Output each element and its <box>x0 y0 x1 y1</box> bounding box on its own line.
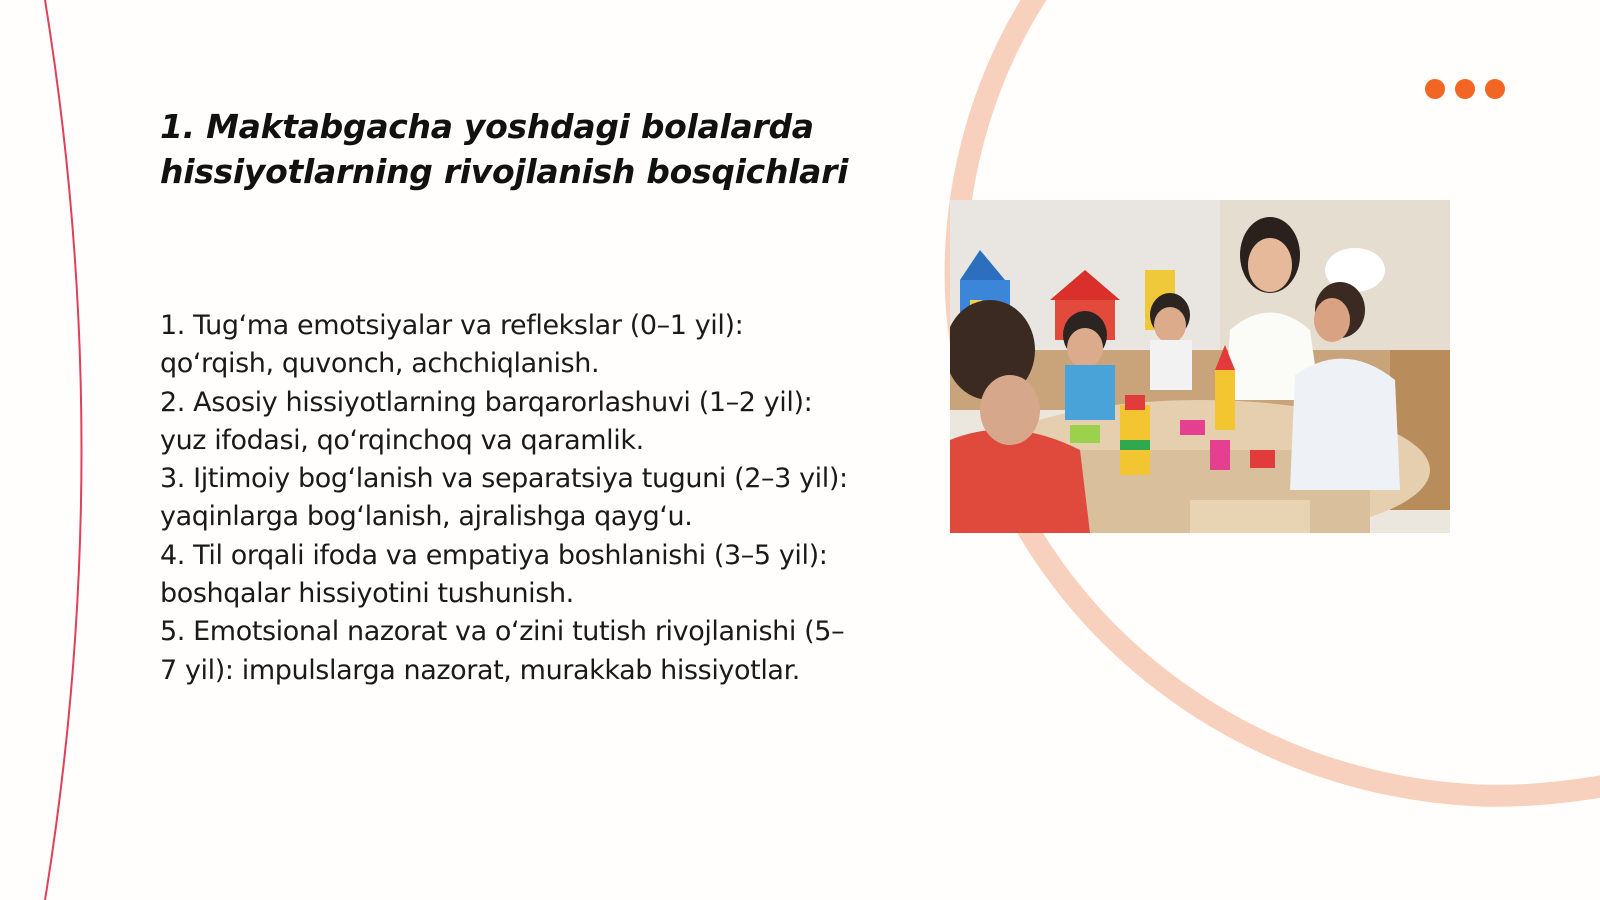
dot <box>1485 79 1505 99</box>
dot <box>1425 79 1445 99</box>
list-item: 2. Asosiy hissiyotlarning barqarorlashuvi (1–2 yil): yuz ifodasi, qo‘rqinchoq va qaramlik. <box>160 386 813 456</box>
left-accent-line <box>45 0 82 900</box>
slide-title: 1. Maktabgacha yoshdagi bolalarda hissiyotlarning rivojlanish bosqichlari <box>160 107 849 191</box>
dot <box>1455 79 1475 99</box>
list-item: 4. Til orqali ifoda va empatiya boshlanishi (3–5 yil): boshqalar hissiyotini tushunish. <box>160 539 828 610</box>
more-dots-icon <box>1425 79 1505 99</box>
classroom-photo <box>950 200 1450 533</box>
list-item: 3. Ijtimoiy bog‘lanish va separatsiya tuguni (2–3 yil): yaqinlarga bog‘lanish, ajralishga qayg‘u. <box>160 463 848 533</box>
stages-list <box>160 307 850 690</box>
list-item: 5. Emotsional nazorat va o‘zini tutish rivojlanishi (5–7 yil): impulslarga nazorat, murakkab hissiyotlar. <box>160 616 845 686</box>
list-item: 1. Tug‘ma emotsiyalar va reflekslar (0–1 yil): qo‘rqish, quvonch, achchiqlanish. <box>160 310 744 380</box>
